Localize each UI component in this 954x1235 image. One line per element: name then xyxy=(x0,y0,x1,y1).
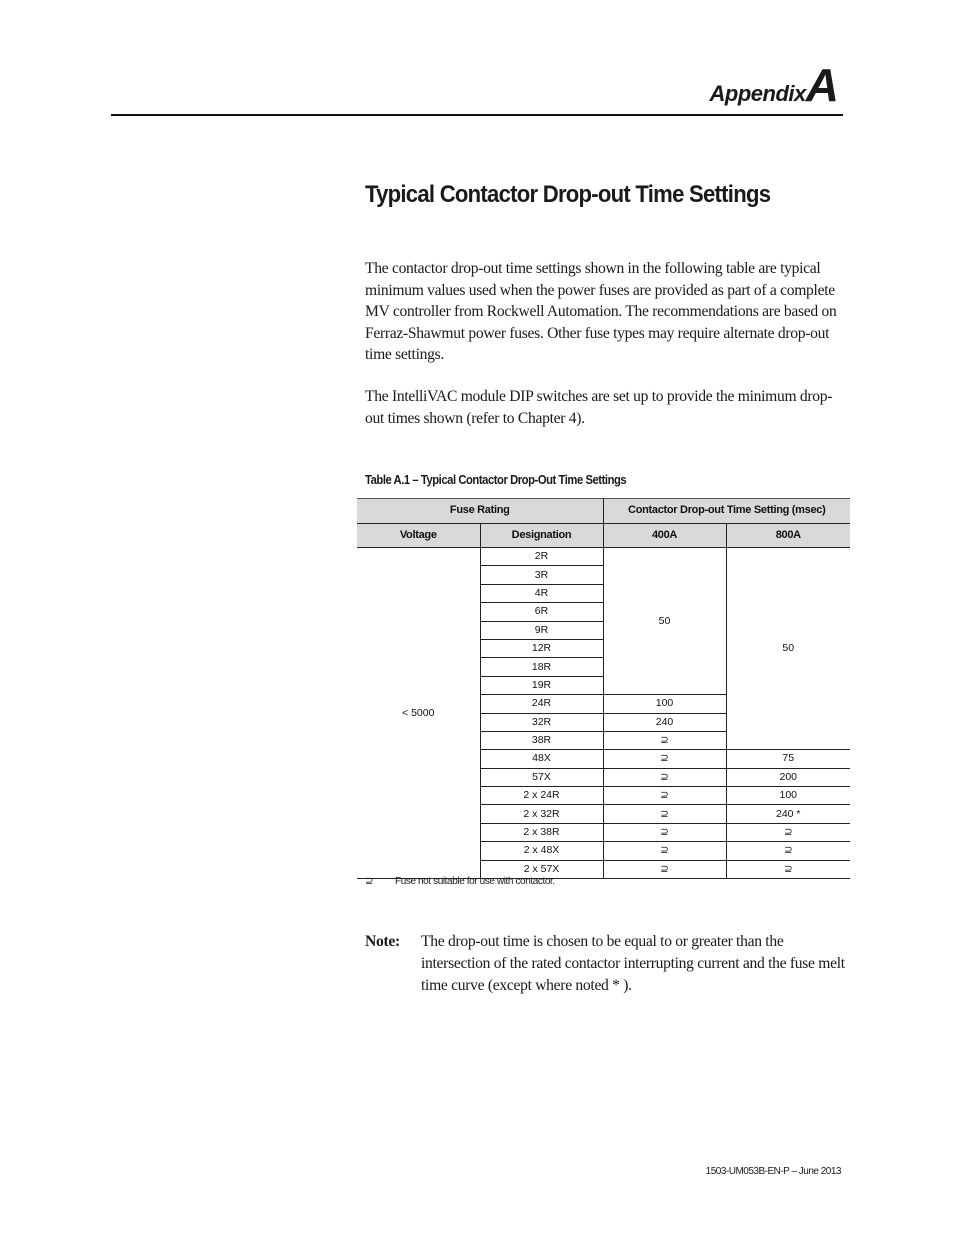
not-suitable-cell: ⊇ xyxy=(726,823,850,841)
dip-switch-paragraph: The IntelliVAC module DIP switches are set up to provide the minimum drop-out times shown (refer to Chapter 4). xyxy=(365,388,833,427)
fuse-rating-header: Fuse Rating xyxy=(357,499,603,524)
appendix-header xyxy=(709,59,839,111)
voltage-cell: < 5000 xyxy=(357,548,480,879)
designation-cell: 2 x 24R xyxy=(480,787,603,805)
designation-cell: 32R xyxy=(480,713,603,731)
note-text: The drop-out time is chosen to be equal to or greater than the intersection of the rated contactor interrupting current and the fuse melt time curve (except where noted * ). xyxy=(421,933,845,994)
designation-cell: 24R xyxy=(480,695,603,713)
not-suitable-cell: ⊇ xyxy=(603,842,726,860)
table-row xyxy=(357,548,850,566)
value-400a-cell: 50 xyxy=(603,548,726,695)
not-suitable-cell: ⊇ xyxy=(603,750,726,768)
not-suitable-cell: ⊇ xyxy=(726,842,850,860)
table-caption: Table A.1 – Typical Contactor Drop-Out Time Settings xyxy=(365,473,627,487)
table-legend xyxy=(365,876,555,887)
designation-cell: 38R xyxy=(480,731,603,749)
designation-header: Designation xyxy=(480,523,603,548)
value-800a-cell: 75 xyxy=(726,750,850,768)
designation-cell: 57X xyxy=(480,768,603,786)
page-title: Typical Contactor Drop-out Time Settings xyxy=(365,181,771,208)
note-block xyxy=(365,931,845,997)
not-suitable-cell: ⊇ xyxy=(603,731,726,749)
page-footer: 1503-UM053B-EN-P – June 2013 xyxy=(705,1166,841,1177)
legend-text: Fuse not suitable for use with contactor. xyxy=(395,876,555,887)
designation-cell: 9R xyxy=(480,621,603,639)
appendix-letter: A xyxy=(805,59,839,111)
not-suitable-cell: ⊇ xyxy=(603,768,726,786)
800a-header: 800A xyxy=(726,523,850,548)
designation-cell: 18R xyxy=(480,658,603,676)
designation-cell: 4R xyxy=(480,584,603,602)
value-800a-cell: 240 * xyxy=(726,805,850,823)
400a-header: 400A xyxy=(603,523,726,548)
dropout-settings-table xyxy=(357,498,850,879)
designation-cell: 2 x 57X xyxy=(480,860,603,878)
note-label: Note: xyxy=(365,933,400,950)
designation-cell: 2 x 48X xyxy=(480,842,603,860)
value-800a-cell: 200 xyxy=(726,768,850,786)
designation-cell: 2 x 32R xyxy=(480,805,603,823)
not-suitable-cell: ⊇ xyxy=(603,805,726,823)
voltage-header: Voltage xyxy=(357,523,480,548)
designation-cell: 6R xyxy=(480,603,603,621)
header-rule xyxy=(111,114,843,116)
value-400a-cell: 240 xyxy=(603,713,726,731)
value-400a-cell: 100 xyxy=(603,695,726,713)
designation-cell: 2 x 38R xyxy=(480,823,603,841)
not-suitable-cell: ⊇ xyxy=(603,823,726,841)
value-800a-cell: 100 xyxy=(726,787,850,805)
appendix-word: Appendix xyxy=(709,81,806,106)
intro-paragraph: The contactor drop-out time settings shown in the following table are typical minimum values used when the power fuses are provided as part of a complete MV controller from Rockwell Automation. The recommendations are based on Ferraz-Shawmut power fuses. Other fuse types may require alternate drop-out time settings. xyxy=(365,260,837,363)
designation-cell: 3R xyxy=(480,566,603,584)
dropout-setting-header: Contactor Drop-out Time Setting (msec) xyxy=(603,499,850,524)
not-suitable-cell: ⊇ xyxy=(726,860,850,878)
designation-cell: 48X xyxy=(480,750,603,768)
table-group-header-row xyxy=(357,499,850,524)
table-column-header-row xyxy=(357,523,850,548)
designation-cell: 12R xyxy=(480,639,603,657)
designation-cell: 2R xyxy=(480,548,603,566)
not-suitable-symbol: ⊇ xyxy=(365,876,373,887)
not-suitable-cell: ⊇ xyxy=(603,787,726,805)
value-800a-cell: 50 xyxy=(726,548,850,750)
designation-cell: 19R xyxy=(480,676,603,694)
not-suitable-cell: ⊇ xyxy=(603,860,726,878)
